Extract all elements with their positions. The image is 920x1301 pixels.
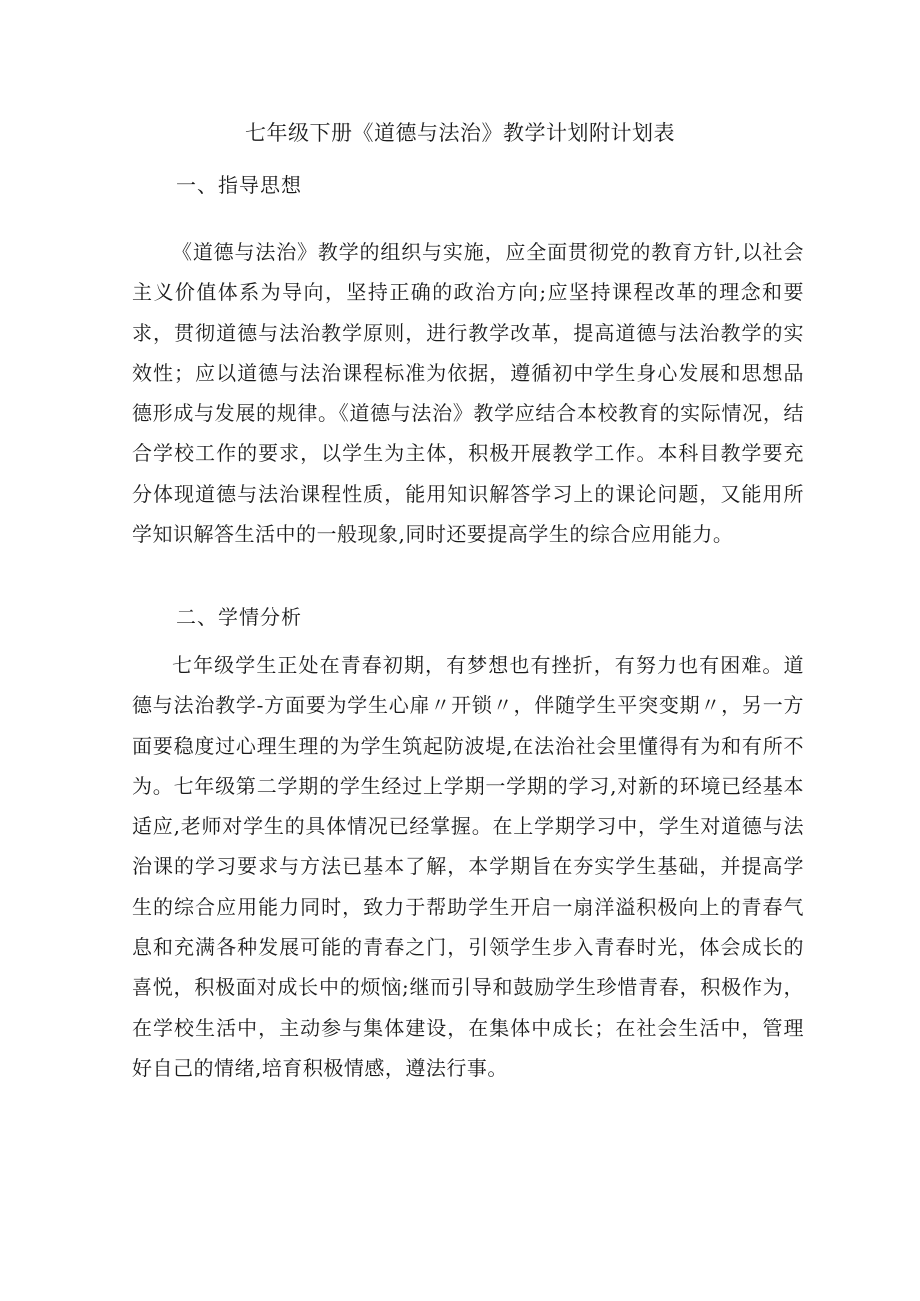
section-heading-guiding-ideology: 一、指导思想 (176, 173, 302, 197)
document-title: 七年级下册《道德与法治》教学计划附计划表 (245, 121, 675, 145)
section-body-guiding-ideology: 《道德与法治》教学的组织与实施，应全面贯彻党的教育方针,以社会主义价值体系为导向，坚持正确的政治方向;应坚持课程改革的理念和要求，贯彻道德与法治教学原则，进行教学改革，提高道德与法治教学的实效性；应以道德与法治课程标准为依据，遵循初中学生身心发展和思想品德形成与发展的规律。《道德与法治》教学应结合本校教育的实际情况，结合学校工作的要求，以学生为主体，积极开展教学工作。本科目教学要充分体现道德与法治课程性质，能用知识解答学习上的课论问题，又能用所学知识解答生活中的一般现象,同时还要提高学生的综合应用能力。 (132, 240, 804, 547)
section-heading-student-analysis: 二、学情分析 (176, 605, 302, 629)
section-body-student-analysis: 七年级学生正处在青春初期，有梦想也有挫折，有努力也有困难。道德与法治教学-方面要为学生心扉〃开锁〃，伴随学生平突变期〃，另一方面要稳度过心理生理的为学生筑起防波堤,在法治社会里懂得有为和有所不为。七年级第二学期的学生经过上学期一学期的学习,对新的环境已经基本适应,老师对学生的具体情况已经掌握。在上学期学习中，学生对道德与法治课的学习要求与方法已基本了解，本学期旨在夯实学生基础，并提高学生的综合应用能力同时，致力于帮助学生开启一扇洋溢积极向上的青春气息和充满各种发展可能的青春之门，引领学生步入青春时光，体会成长的喜悦，积极面对成长中的烦恼;继而引导和鼓励学生珍惜青春，积极作为，在学校生活中，主动参与集体建设，在集体中成长；在社会生活中，管理好自己的情绪,培育积极情感，遵法行事。 (132, 653, 804, 1080)
